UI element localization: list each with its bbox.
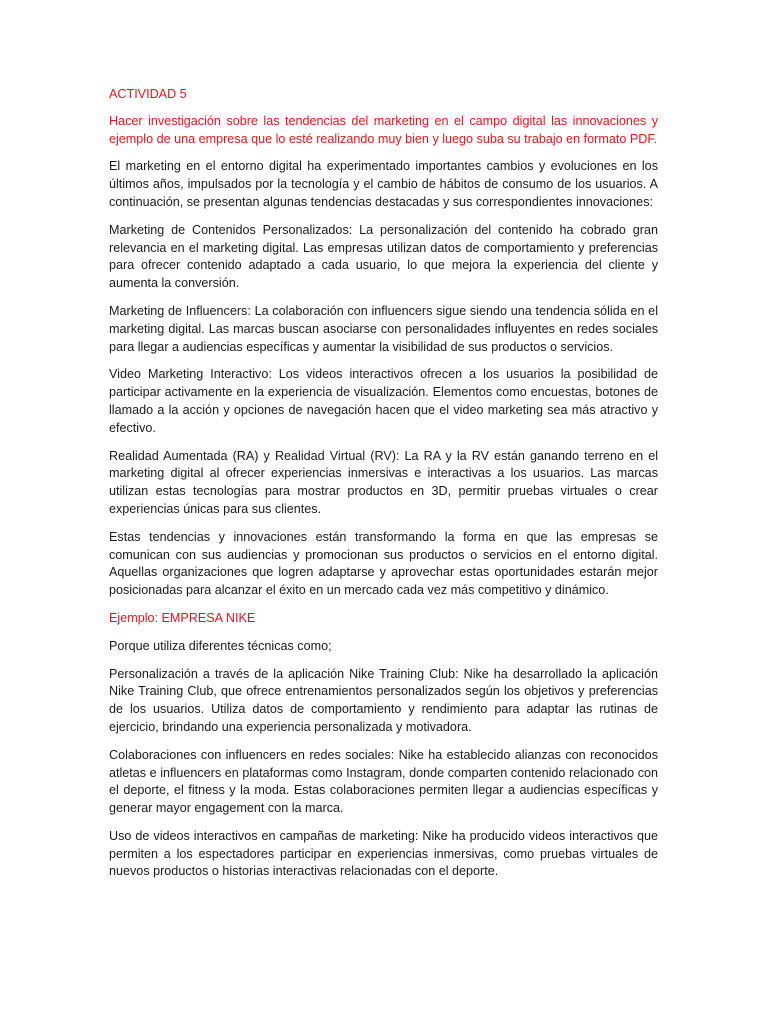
trend-paragraph-personalized-content: Marketing de Contenidos Personalizados: La personalización del contenido ha cobrado gran relevancia en el marketing digital. Las empresas utilizan datos de comportamiento y preferencias para ofrecer contenido adaptado a cada usuario, lo que mejora la experiencia del cliente y aumenta la conversión. [109,222,658,291]
trend-paragraph-interactive-video: Video Marketing Interactivo: Los videos interactivos ofrecen a los usuarios la posibilidad de participar activamente en la experiencia de visualización. Elementos como encuestas, botones de llamado a la acción y opciones de navegación hacen que el video marketing sea más atractivo y efectivo. [109,367,658,435]
example-point-interactive-videos: Uso de videos interactivos en campañas de marketing: Nike ha producido videos interactivos que permiten a los espectadores participar en experiencias inmersivas, como pruebas virtuales de nuevos productos o historias interactivas relacionadas con el deporte. [109,828,658,879]
example-point-training-club: Personalización a través de la aplicación Nike Training Club: Nike ha desarrollado la aplicación Nike Training Club, que ofrece entrenamientos personalizados según los objetivos y preferencias de los usuarios. Utiliza datos de comportamiento y rendimiento para adaptar las rutinas de ejercicio, brindando una experiencia personalizada y motivadora. [109,666,658,734]
trend-paragraph-influencers: Marketing de Influencers: La colaboración con influencers sigue siendo una tendencia sólida en el marketing digital. Las marcas buscan asociarse con personalidades influyentes en redes sociales para llegar a audiencias específicas y aumentar la visibilidad de sus productos o servicios. [109,303,658,354]
assignment-instructions: Hacer investigación sobre las tendencias del marketing en el campo digital las innovaciones y ejemplo de una empresa que lo esté realizando muy bien y luego suba su trabajo en formato PDF. [109,113,658,146]
document-page [109,86,658,891]
example-intro: Porque utiliza diferentes técnicas como; [109,638,332,653]
example-point-influencers: Colaboraciones con influencers en redes sociales: Nike ha establecido alianzas con reconocidos atletas e influencers en plataformas como Instagram, donde comparten contenido relacionado con el deporte, el fitness y la moda. Estas colaboraciones permiten llegar a audiencias específicas y generar mayor engagement con la marca. [109,747,658,816]
example-heading: Ejemplo: EMPRESA NIKE [109,610,256,625]
trend-paragraph-ar-vr: Realidad Aumentada (RA) y Realidad Virtual (RV): La RA y la RV están ganando terreno en el marketing digital al ofrecer experiencias inmersivas e interactivas a los usuarios. Las marcas utilizan estas tecnologías para mostrar productos en 3D, permitir pruebas virtuales o crear experiencias únicas para sus clientes. [109,448,658,516]
conclusion-paragraph: Estas tendencias y innovaciones están transformando la forma en que las empresas se comunican con sus audiencias y promocionan sus productos o servicios en el entorno digital. Aquellas organizaciones que logren adaptarse y aprovechar estas oportunidades estarán mejor posicionadas para alcanzar el éxito en un mercado cada vez más competitivo y dinámico. [109,529,658,598]
intro-paragraph: El marketing en el entorno digital ha experimentado importantes cambios y evoluciones en los últimos años, impulsados por la tecnología y el cambio de hábitos de consumo de los usuarios. A continuación, se presentan algunas tendencias destacadas y sus correspondientes innovaciones: [109,159,658,209]
activity-title: ACTIVIDAD 5 [109,87,187,101]
